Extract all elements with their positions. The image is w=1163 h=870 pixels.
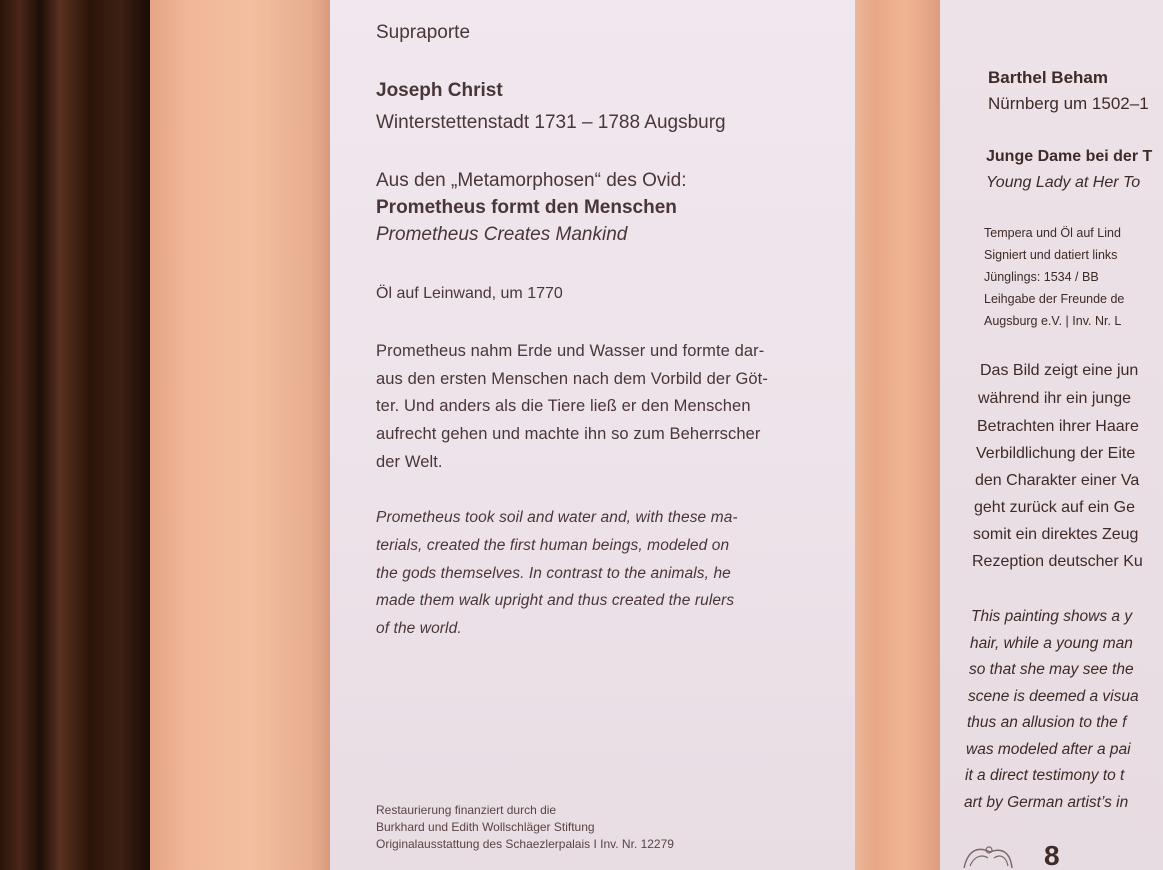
side-de-line: Das Bild zeigt eine jun <box>980 362 1139 379</box>
description-de-line: aus den ersten Menschen nach dem Vorbild der Göt- <box>376 370 768 388</box>
side-de-line: somit ein direktes Zeug <box>973 526 1139 543</box>
artist-dates: Winterstettenstadt 1731 – 1788 Augsburg <box>376 112 726 133</box>
side-title-de: Junge Dame bei der T <box>986 148 1153 165</box>
label-category: Supraporte <box>376 22 471 43</box>
side-artist-dates: Nürnberg um 1502–1 <box>988 94 1149 113</box>
side-de-line: geht zurück auf ein Ge <box>974 499 1135 516</box>
artwork-title-en: Prometheus Creates Mankind <box>376 224 628 245</box>
side-en-line: it a direct testimony to t <box>965 767 1125 784</box>
wooden-frame-left <box>150 0 330 870</box>
description-en-line: the gods themselves. In contrast to the animals, he <box>376 565 731 582</box>
side-en-line: thus an allusion to the f <box>967 714 1127 731</box>
description-de-line: Prometheus nahm Erde und Wasser und formte dar- <box>376 342 765 360</box>
side-de-line: Betrachten ihrer Haare <box>977 418 1139 435</box>
side-de-line: während ihr ein junge <box>978 390 1131 407</box>
side-gallery-number: 8 <box>1044 840 1060 870</box>
main-museum-label <box>330 0 855 870</box>
description-de-line: ter. Und anders als die Tiere ließ er den Menschen <box>376 397 751 415</box>
side-artist-name: Barthel Beham <box>988 68 1108 87</box>
side-de-line: Verbildlichung der Eite <box>976 445 1136 462</box>
side-detail-line: Tempera und Öl auf Lind <box>984 226 1121 240</box>
description-de-line: der Welt. <box>376 453 443 471</box>
description-en-line: terials, created the first human beings, modeled on <box>376 537 730 554</box>
side-en-line: scene is deemed a visua <box>968 688 1139 705</box>
side-en-line: hair, while a young man <box>970 635 1133 652</box>
side-en-line: art by German artist’s in <box>964 794 1129 811</box>
footer-line: Restaurierung finanziert durch die <box>376 803 557 817</box>
side-de-line: Rezeption deutscher Ku <box>972 553 1143 570</box>
artist-name: Joseph Christ <box>376 80 503 101</box>
side-detail-line: Augsburg e.V. | Inv. Nr. L <box>984 314 1122 328</box>
footer-line: Originalausstattung des Schaezlerpalais I Inv. Nr. 12279 <box>376 837 674 851</box>
wooden-frame-right <box>855 0 940 870</box>
side-en-line: so that she may see the <box>969 661 1134 678</box>
side-museum-label <box>940 0 1163 870</box>
side-title-en: Young Lady at Her To <box>986 174 1141 191</box>
side-detail-line: Jünglings: 1534 / BB <box>984 270 1099 284</box>
description-de-line: aufrecht gehen und machte ihn so zum Beherrscher <box>376 425 761 443</box>
side-de-line: den Charakter einer Va <box>975 472 1140 489</box>
side-detail-line: Leihgabe der Freunde de <box>984 292 1125 306</box>
medium-date: Öl auf Leinwand, um 1770 <box>376 285 563 302</box>
description-en-line: of the world. <box>376 620 462 637</box>
side-en-line: This painting shows a y <box>971 608 1133 625</box>
artwork-title-de: Prometheus formt den Menschen <box>376 197 677 218</box>
side-detail-line: Signiert und datiert links <box>984 248 1118 262</box>
description-en-line: Prometheus took soil and water and, with these ma- <box>376 509 738 526</box>
description-en-line: made them walk upright and thus created the rulers <box>376 592 735 609</box>
footer-line: Burkhard und Edith Wollschläger Stiftung <box>376 820 595 834</box>
side-en-line: was modeled after a pai <box>966 741 1131 758</box>
series-title: Aus den „Metamorphosen“ des Ovid: <box>376 170 687 191</box>
dark-wall-frame <box>0 0 150 870</box>
